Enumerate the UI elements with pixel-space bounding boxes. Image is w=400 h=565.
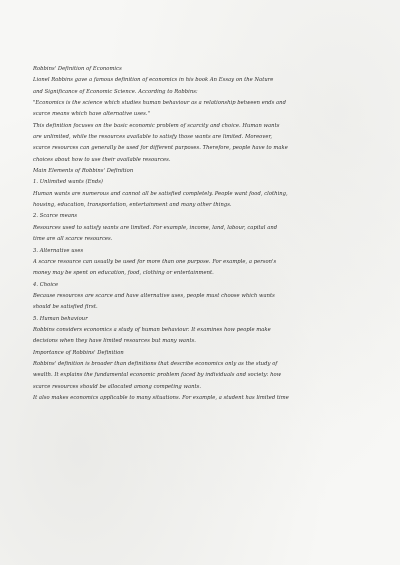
text-line: decisions when they have limited resources but many wants. [33, 338, 197, 345]
item-heading: 5. Human behaviour [33, 315, 88, 322]
text-line: Robbins' definition is broader than definitions that describe economics only as the study of [33, 360, 278, 367]
text-line: Robbins considers economics a study of human behaviour. It examines how people make [33, 326, 271, 333]
heading-importance: Importance of Robbins' Definition [33, 349, 124, 356]
text-line: and Significance of Economic Science. According to Robbins: [33, 88, 198, 95]
text-line: It also makes economics applicable to many situations. For example, a student has limited time [33, 394, 289, 401]
item-heading: 3. Alternative uses [33, 247, 84, 254]
text-line: time are all scarce resources. [33, 236, 113, 243]
quote-line: "Economics is the science which studies human behaviour as a relationship between ends and [33, 100, 286, 107]
text-line: Human wants are numerous and cannot all be satisfied completely. People want food, clothing, [33, 190, 288, 197]
text-line: housing, education, transportation, entertainment and many other things. [33, 202, 232, 209]
text-line: scarce resources should be allocated among competing wants. [33, 383, 202, 390]
text-line: wealth. It explains the fundamental economic problem faced by individuals and society: how [33, 372, 282, 379]
quote-line: scarce means which have alternative uses." [33, 111, 150, 118]
text-line: Resources used to satisfy wants are limited. For example, income, land, labour, capital and [33, 224, 278, 231]
text-line: money may be spent on education, food, clothing or entertainment. [33, 270, 214, 277]
text-line: should be satisfied first. [33, 304, 98, 311]
text-line: are unlimited, while the resources available to satisfy those wants are limited. Moreover, [33, 134, 273, 141]
item-heading: 4. Choice [33, 281, 59, 288]
text-line: Because resources are scarce and have alternative uses, people must choose which wants [33, 292, 275, 299]
text-line: A scarce resource can usually be used for more than one purpose. For example, a person's [33, 258, 277, 265]
handwritten-notes [33, 64, 378, 404]
item-heading: 2. Scarce means [33, 213, 78, 220]
heading-main-elements: Main Elements of Robbins' Definition [33, 168, 134, 175]
heading-definition: Robbins' Definition of Economics [33, 66, 122, 72]
text-line: This definition focuses on the basic economic problem of scarcity and choice. Human wants [33, 122, 280, 129]
text-line: scarce resources can generally be used for different purposes. Therefore, people have to make [33, 145, 288, 152]
text-line: Lionel Robbins gave a famous definition of economics in his book An Essay on the Nature [33, 77, 274, 84]
text-line: choices about how to use their available resources. [33, 156, 171, 163]
item-heading: 1. Unlimited wants (Ends) [33, 179, 104, 186]
